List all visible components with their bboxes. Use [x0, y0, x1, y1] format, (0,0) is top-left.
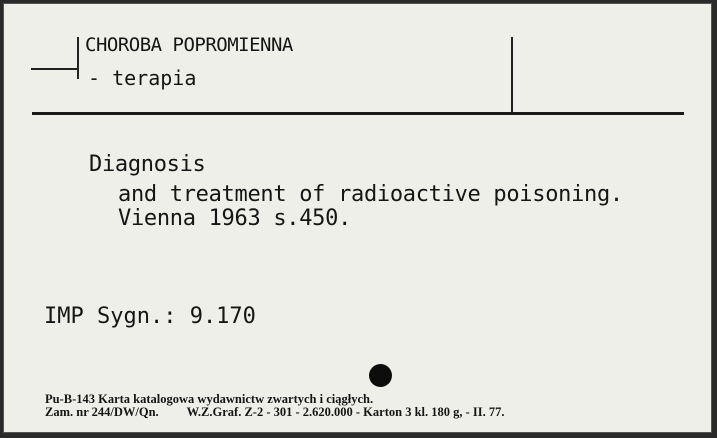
- title-line-2: and treatment of radioactive poisoning.: [118, 182, 623, 207]
- call-number: IMP Sygn.: 9.170: [44, 304, 256, 329]
- header-right-divider: [511, 37, 513, 113]
- subject-heading: CHOROBA POPROMIENNA: [85, 34, 293, 56]
- title-line-1: Diagnosis: [89, 152, 206, 177]
- printer-imprint-line-1: Pu-B-143 Karta katalogowa wydawnictw zwartych i ciągłych.: [45, 392, 374, 406]
- header-tick-mark: [31, 68, 79, 70]
- punch-hole: [369, 364, 392, 387]
- imprint-line: Vienna 1963 s.450.: [118, 206, 352, 231]
- printer-imprint-line-2: Zam. nr 244/DW/Qn. W.Z.Graf. Z-2 - 301 - 2.620.000 - Karton 3 kl. 180 g, - II. 77.: [45, 405, 505, 419]
- header-rule: [32, 112, 684, 115]
- catalog-card: [3, 3, 712, 433]
- subject-subdivision: - terapia: [88, 66, 197, 90]
- header-left-divider: [77, 37, 79, 79]
